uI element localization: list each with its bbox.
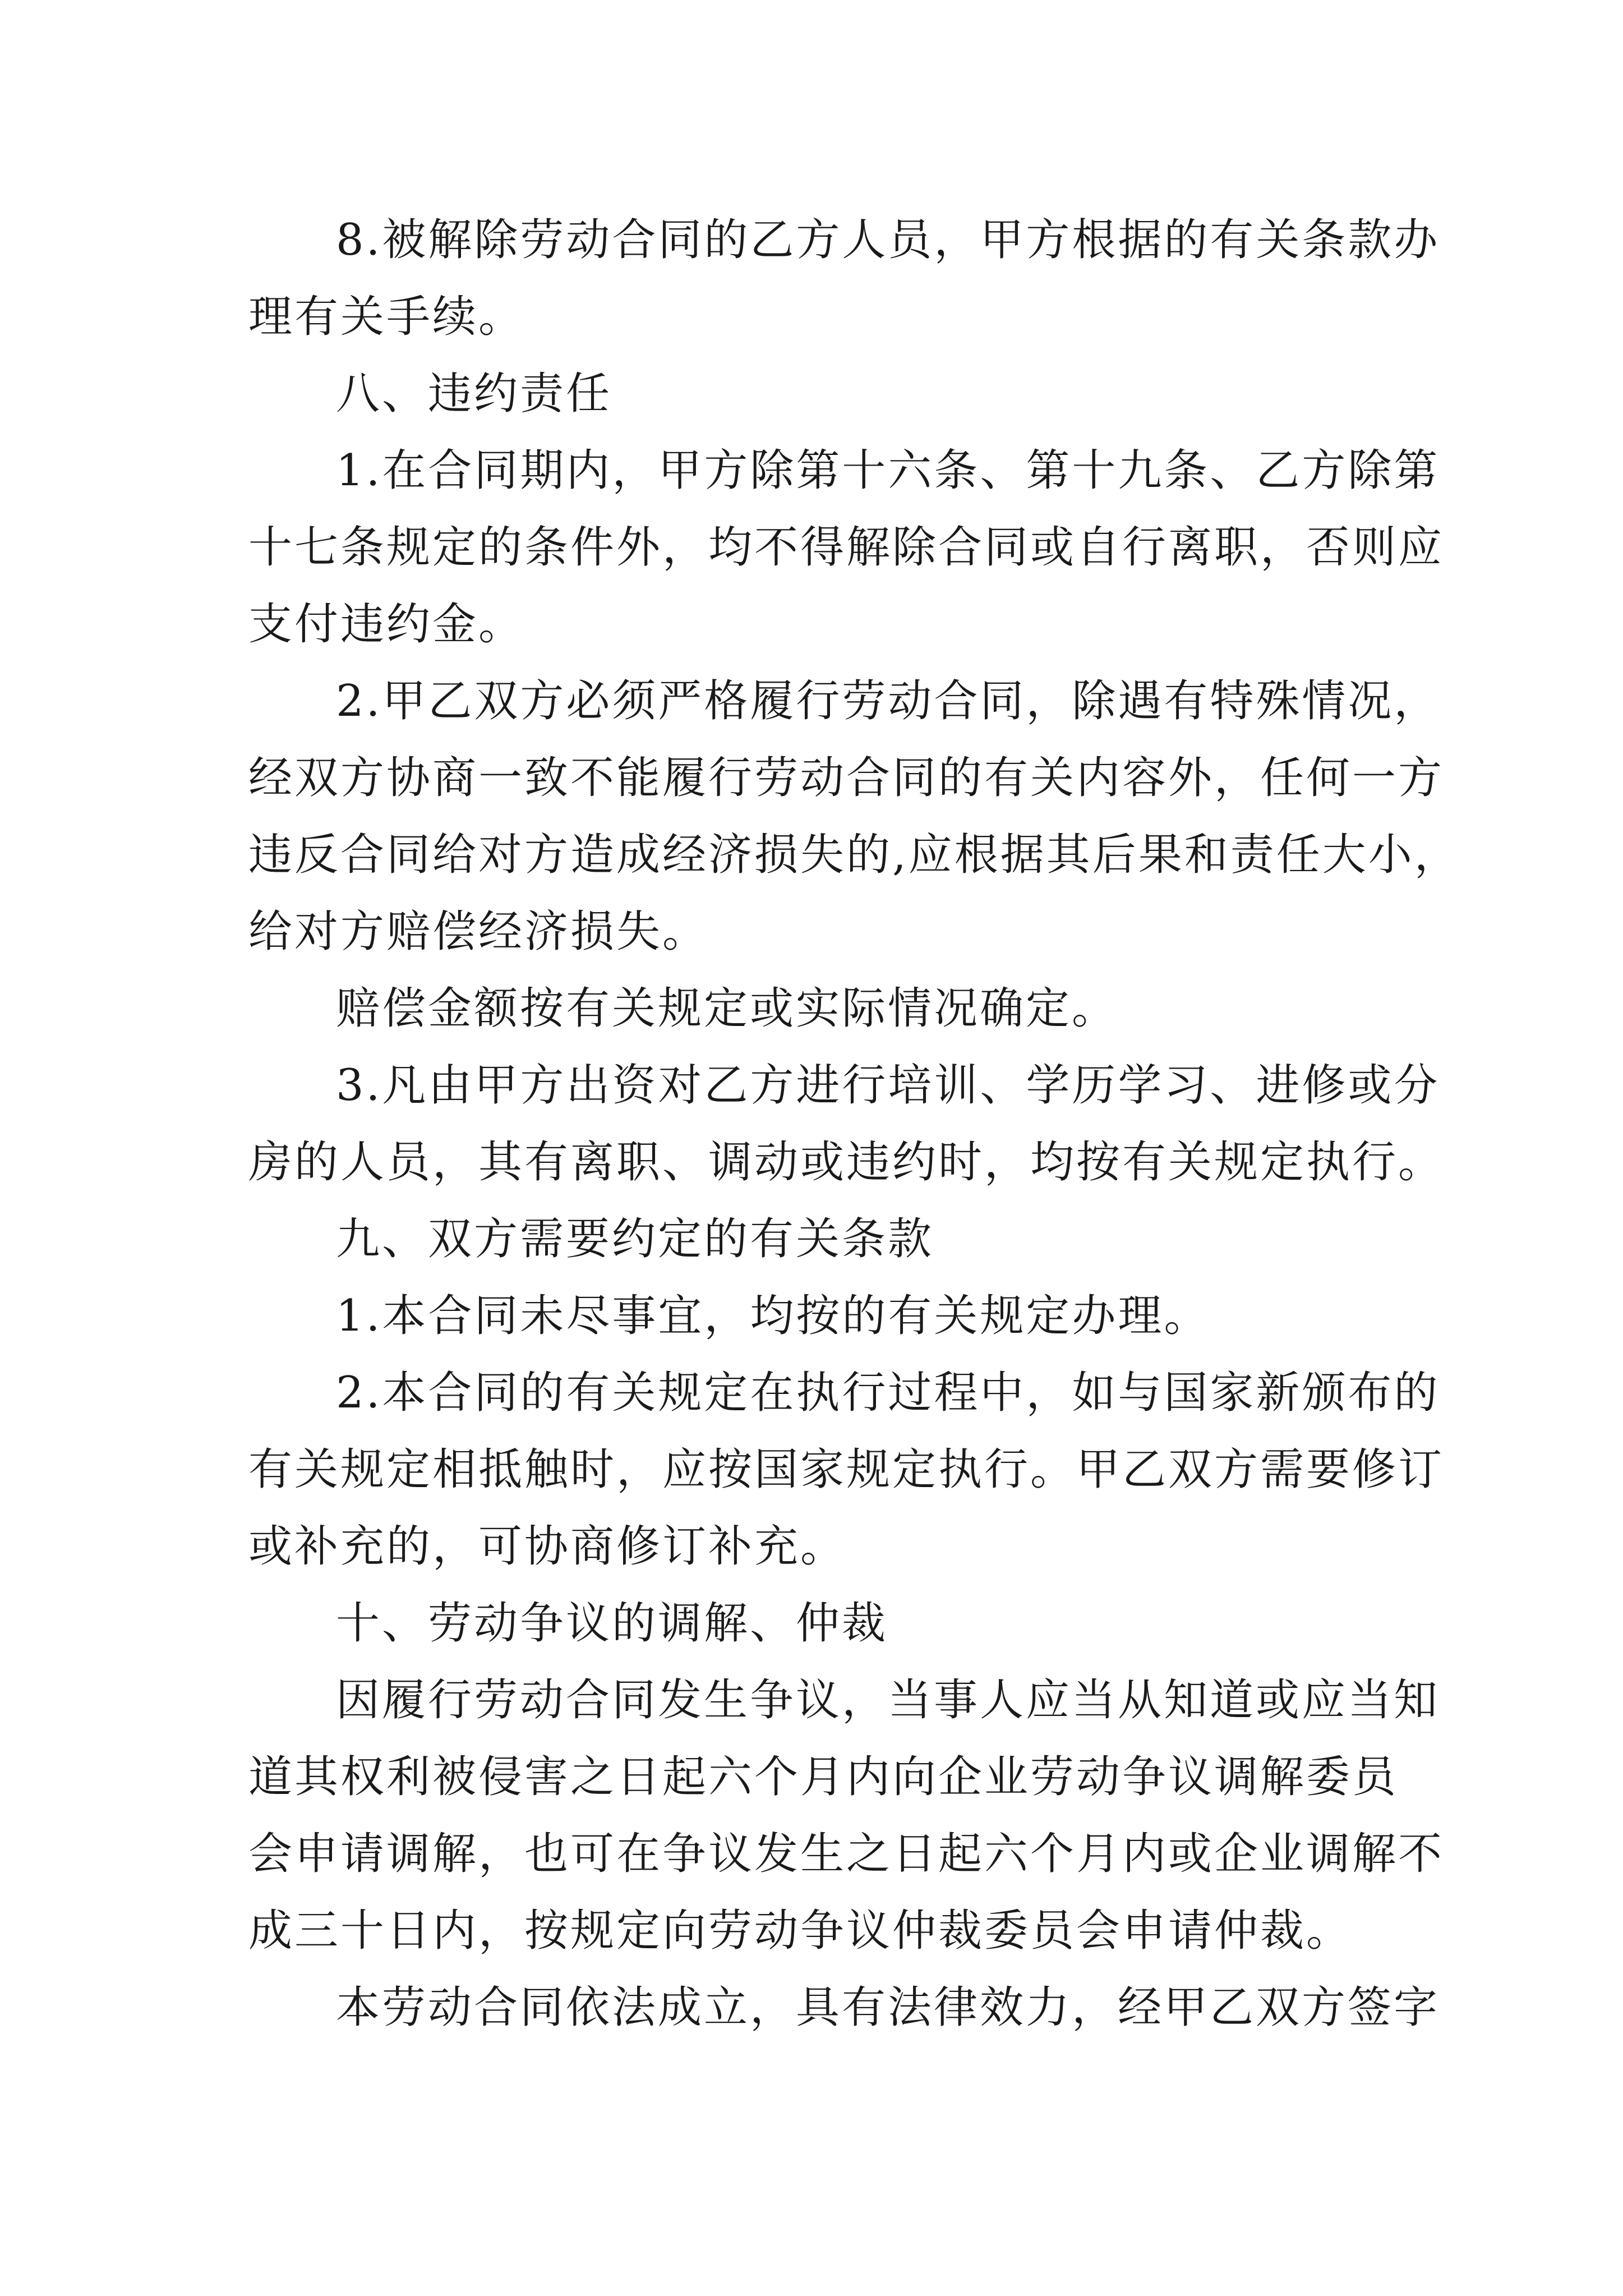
text-line: 违反合同给对方造成经济损失的,应根据其后果和责任大小， [248,830,1460,880]
section-heading: 十、劳动争议的调解、仲裁 [336,1598,888,1649]
text-line: 1.在合同期内，甲方除第十六条、第十九条、乙方除第 [336,445,1440,496]
text-line: 理有关手续。 [248,292,525,342]
text-line: 2.甲乙双方必须严格履行劳动合同，除遇有特殊情况， [336,676,1440,726]
text-line: 有关规定相抵触时，应按国家规定执行。甲乙双方需要修订 [248,1444,1445,1495]
text-line: 道其权利被侵害之日起六个月内向企业劳动争议调解委员 [248,1752,1399,1802]
text-line: 给对方赔偿经济损失。 [248,907,709,957]
text-line: 十七条规定的条件外，均不得解除合同或自行离职，否则应 [248,522,1445,573]
text-line: 支付违约金。 [248,599,525,650]
text-line: 赔偿金额按有关规定或实际情况确定。 [336,983,1118,1034]
text-line: 因履行劳动合同发生争议，当事人应当从知道或应当知 [336,1675,1440,1726]
text-line: 成三十日内，按规定向劳动争议仲裁委员会申请仲裁。 [248,1906,1353,1956]
section-heading: 九、双方需要约定的有关条款 [336,1214,934,1264]
document-body [248,202,1460,2046]
section-heading: 八、违约责任 [336,369,612,419]
text-line: 会申请调解，也可在争议发生之日起六个月内或企业调解不 [248,1829,1445,1879]
text-line: 或补充的，可协商修订补充。 [248,1521,847,1572]
text-line: 经双方协商一致不能履行劳动合同的有关内容外，任何一方 [248,753,1445,803]
text-line: 2.本合同的有关规定在执行过程中，如与国家新颁布的 [336,1368,1440,1418]
text-line: 本劳动合同依法成立，具有法律效力，经甲乙双方签字 [336,1982,1440,2033]
text-line: 房的人员，其有离职、调动或违约时，均按有关规定执行。 [248,1137,1445,1188]
text-line: 1.本合同未尽事宜，均按的有关规定办理。 [336,1291,1210,1341]
text-line: 8.被解除劳动合同的乙方人员，甲方根据的有关条款办 [336,215,1440,265]
text-line: 3.凡由甲方出资对乙方进行培训、学历学习、进修或分 [336,1060,1440,1111]
